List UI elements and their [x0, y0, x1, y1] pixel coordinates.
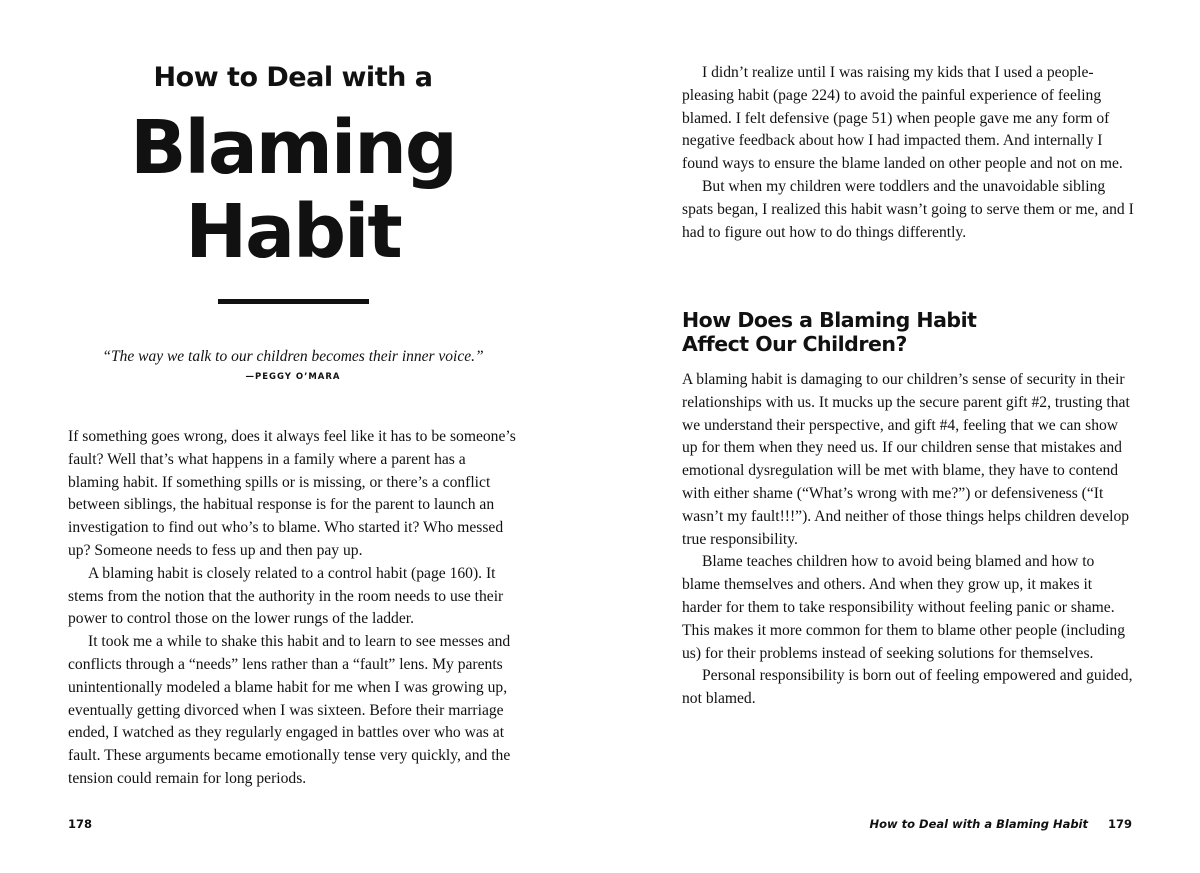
chapter-kicker: How to Deal with a — [153, 62, 433, 93]
running-head: How to Deal with a Blaming Habit — [869, 817, 1088, 831]
chapter-title — [68, 106, 518, 274]
chapter-title-line-2: Habit — [185, 189, 401, 275]
paragraph: It took me a while to shake this habit and to learn to see messes and conflicts through a “needs” lens rather than a “fault” lens. My parents unintentionally modeled a blame habit for me when I was growing up, eventually getting divorced when I was sixteen. Before their marriage ended, I watched as they regularly engaged in battles over who was at fault. These arguments became emotionally tense very quickly, and the tension could remain for long periods. — [68, 633, 511, 787]
paragraph: A blaming habit is closely related to a control habit (page 160). It stems from the notion that the authority in the room needs to use their power to control those on the lower rungs of the ladder. — [68, 564, 504, 628]
paragraph: If something goes wrong, does it always feel like it has to be someone’s fault? Well that’s what happens in a family where a parent has a blaming habit. If something spills or is missing, or there’s a conflict between siblings, the habitual response is for the parent to launch an investigation to find out who’s to blame. Who started it? Who messed up? Someone needs to fess up and then pay up. — [68, 428, 516, 559]
page-number-left: 178 — [68, 817, 93, 831]
paragraph: Blame teaches children how to avoid being blamed and how to blame themselves and others. And when they grow up, it makes it harder for them to take responsibility without feeling panic or shame. This makes it more common for them to blame other people (including us) for their problems instead of seeking solutions for themselves. — [682, 553, 1126, 662]
chapter-title-line-1: Blaming — [130, 105, 456, 191]
section-heading-line-2: Affect Our Children? — [682, 332, 907, 356]
section-heading — [682, 308, 1132, 356]
paragraph: Personal responsibility is born out of feeling empowered and guided, not blamed. — [682, 667, 1133, 708]
section-heading-line-1: How Does a Blaming Habit — [682, 308, 977, 332]
paragraph: I didn’t realize until I was raising my kids that I used a people-pleasing habit (page 224) to avoid the painful experience of feeling blamed. I felt defensive (page 51) when people gave me any form of negative feedback about how I had impacted them. And internally I found ways to ensure the blame landed on other people and not on me. — [682, 64, 1123, 173]
paragraph: A blaming habit is damaging to our children’s sense of security in their relationships with us. It mucks up the secure parent gift #2, trusting that we understand their perspective, and gift #4, feeling that we can show up for them when they need us. If our children sense that mistakes and emotional dysregulation will be met with blame, they have to contend with either shame (“What’s wrong with me?”) or defensiveness (“It wasn’t my fault!!!”). And neither of those things helps children develop true responsibility. — [682, 371, 1130, 548]
page-number-right: 179 — [1107, 817, 1132, 831]
epigraph-quote: “The way we talk to our children becomes their inner voice.” — [102, 348, 484, 365]
right-body-text-section — [682, 369, 1134, 711]
right-body-text-top — [682, 62, 1134, 244]
epigraph-attribution: —PEGGY O’MARA — [245, 372, 341, 382]
paragraph: But when my children were toddlers and the unavoidable sibling spats began, I realized this habit wasn’t going to serve them or me, and I had to figure out how to do things differently. — [682, 177, 1134, 241]
title-rule — [218, 299, 369, 304]
left-body-text — [68, 426, 518, 791]
right-page — [600, 0, 1200, 873]
